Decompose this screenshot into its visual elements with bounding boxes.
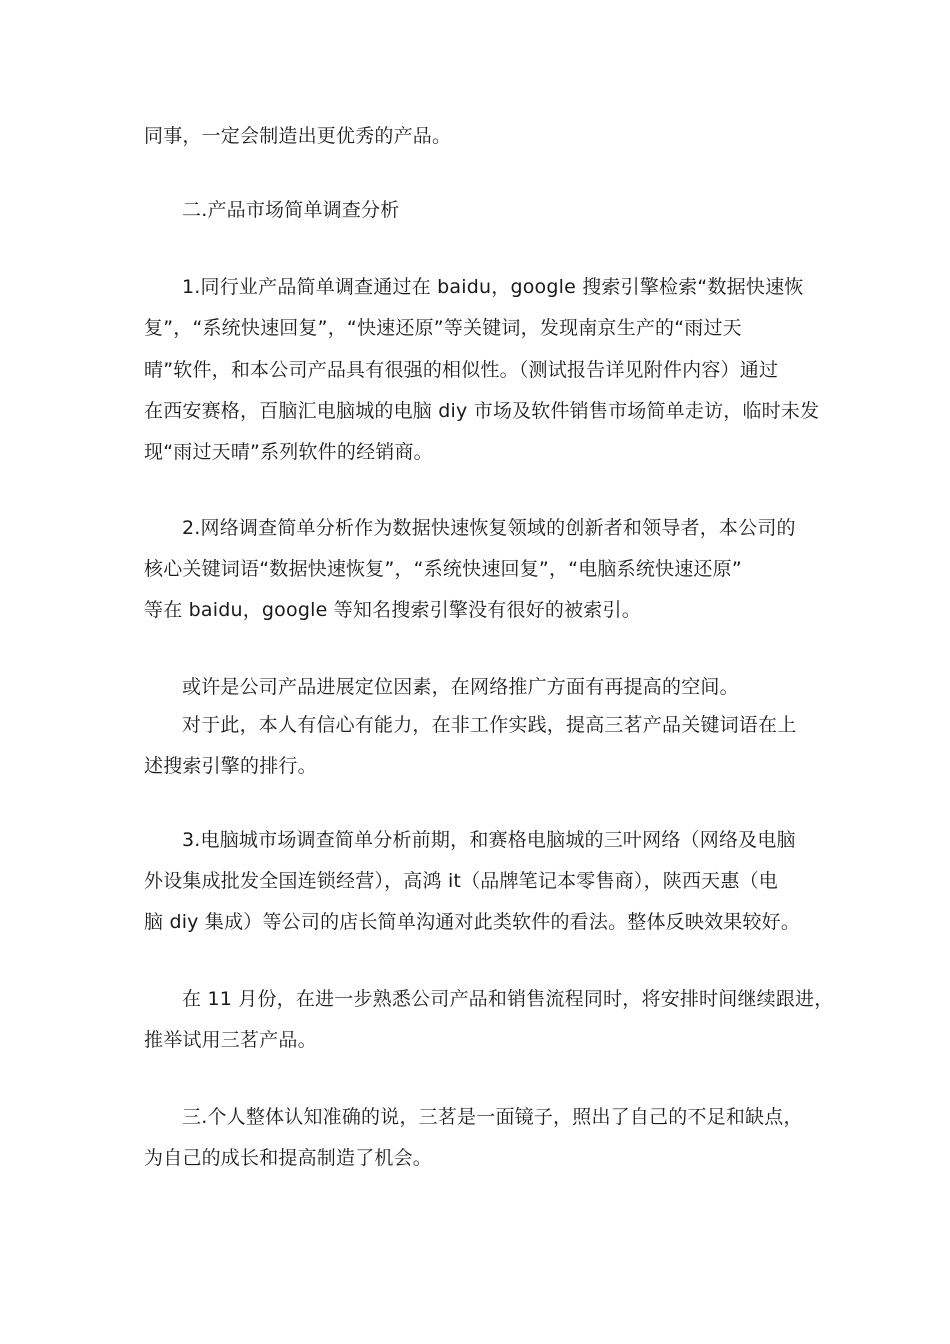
text-line: 核心关键词语“数据快速恢复”，“系统快速回复”，“电脑系统快速还原”: [144, 558, 742, 580]
text-line: 晴”软件，和本公司产品具有很强的相似性。（测试报告详见附件内容）通过: [144, 359, 779, 381]
text-line: 在西安赛格，百脑汇电脑城的电脑 diy 市场及软件销售市场简单走访，临时未发: [144, 400, 820, 422]
text-line: 述搜索引擎的排行。: [144, 755, 317, 777]
text-line: 1.同行业产品简单调查通过在 baidu，google 搜索引擎检索“数据快速恢: [182, 276, 804, 298]
text-line: 在 11 月份，在进一步熟悉公司产品和销售流程同时，将安排时间继续跟进，: [182, 988, 834, 1010]
text-line: 3.电脑城市场调查简单分析前期，和赛格电脑城的三叶网络（网络及电脑: [182, 829, 796, 851]
text-line: 三.个人整体认知准确的说，三茗是一面镜子，照出了自己的不足和缺点，: [182, 1106, 803, 1128]
text-line: 2.网络调查简单分析作为数据快速恢复领域的创新者和领导者，本公司的: [182, 517, 796, 539]
section-heading: 二.产品市场简单调查分析: [182, 199, 400, 221]
text-line: 脑 diy 集成）等公司的店长简单沟通对此类软件的看法。整体反映效果较好。: [144, 911, 801, 933]
text-line: 外设集成批发全国连锁经营），高鸿 it（品牌笔记本零售商），陕西天惠（电: [144, 870, 778, 892]
text-line: 现“雨过天晴”系列软件的经销商。: [144, 441, 433, 463]
text-line: 对于此，本人有信心有能力，在非工作实践，提高三茗产品关键词语在上: [182, 714, 797, 736]
text-line: 推举试用三茗产品。: [144, 1029, 317, 1051]
text-line: 等在 baidu，google 等知名搜索引擎没有很好的被索引。: [144, 599, 641, 621]
text-line: 复”，“系统快速回复”，“快速还原”等关键词，发现南京生产的“雨过天: [144, 317, 742, 339]
text-line: 或许是公司产品进展定位因素，在网络推广方面有再提高的空间。: [182, 676, 739, 698]
text-line: 为自己的成长和提高制造了机会。: [144, 1147, 433, 1169]
text-line: 同事，一定会制造出更优秀的产品。: [144, 125, 452, 147]
